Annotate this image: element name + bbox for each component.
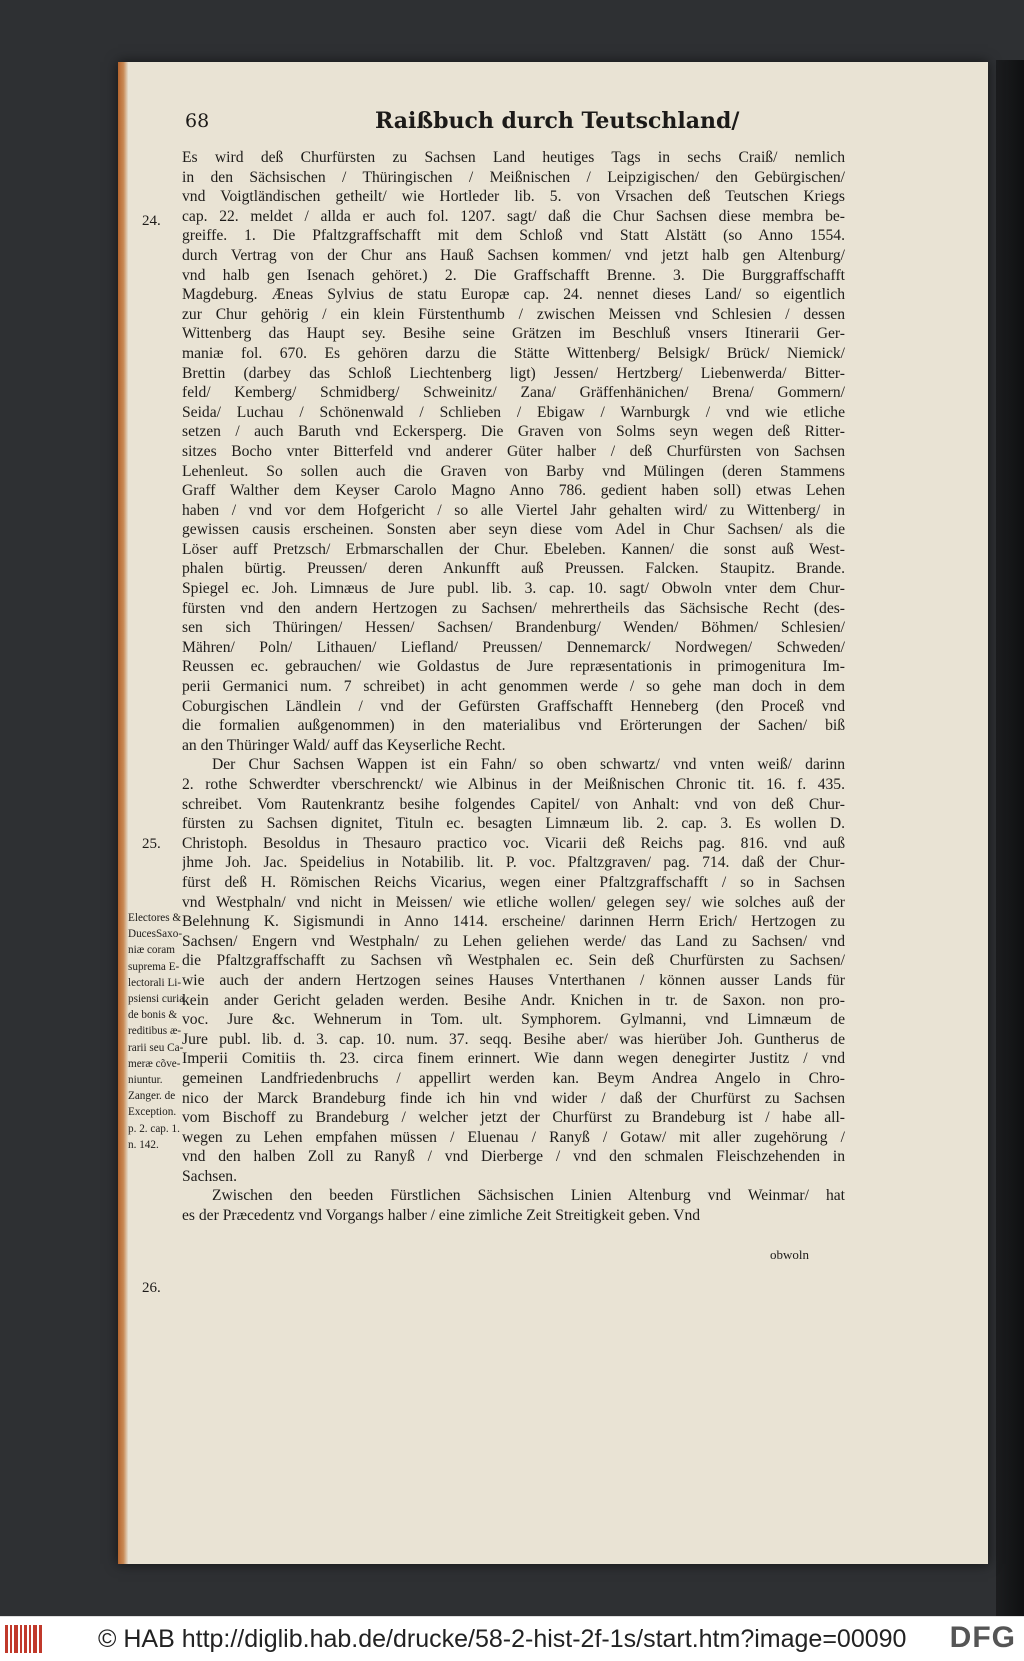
margin-note-line: reditibus æ-: [128, 1025, 182, 1038]
footer-bar: [0, 1616, 1024, 1661]
text-line: Sachsen/ Engern vnd Westphaln/ zu Lehen geliehen werde/ das Land zu Sachsen/ vnd: [182, 932, 845, 950]
text-line: gewissen causis erscheinen. Sonsten aber seyn diese vom Adel in Chur Sachsen/ als die: [182, 521, 845, 539]
text-line: nico der Marck Brandeburg finde ich hin vnd wider / daß der Churfürst zu Sachsen: [182, 1089, 845, 1107]
text-line: Seida/ Luchau / Schönenwald / Schlieben / Ebigaw / Warnburgk / vnd wie etliche: [182, 403, 845, 421]
text-line: setzen / auch Baruth vnd Eckersperg. Die Graven von Solms seyn wegen deß Ritter-: [182, 423, 845, 441]
text-line: Reussen ec. gebrauchen/ wie Goldastus de Jure repræsentationis in primogenitura Im-: [182, 658, 845, 676]
margin-note-line: Exception.: [128, 1106, 177, 1119]
text-line: fürsten zu Sachsen dignitet, Tituln ec. besagten Limnæum lib. 2. cap. 3. Es wollen D.: [182, 815, 845, 833]
text-line: sitzes Bocho vnter Bitterfeld vnd anderer Güter halber / deß Churfürsten von Sachsen: [182, 442, 845, 460]
catchword: obwoln: [770, 1247, 809, 1262]
text-line: Sachsen.: [182, 1167, 237, 1185]
text-line: Belehnung K. Sigismundi in Anno 1414. erscheine/ darinnen Herrn Erich/ Hertzogen zu: [182, 913, 845, 931]
text-line: perii Germanici num. 7 schreibet) in acht genommen werde / so gehe man doch in dem: [182, 678, 845, 696]
text-line: voc. Jure &c. Wehnerum in Tom. ult. Symphorem. Gylmanni, vnd Limnæum de: [182, 1011, 845, 1029]
running-title: Raißbuch durch Teutschland/: [375, 108, 740, 134]
text-line: Lehenleut. So sollen auch die Graven von Barby vnd Mülingen (deren Stammens: [182, 462, 845, 480]
text-line: feld/ Kemberg/ Schmidberg/ Schweinitz/ Zana/ Gräffenhänichen/ Brena/ Gommern/: [182, 384, 845, 402]
margin-note-line: Zanger. de: [128, 1090, 176, 1103]
section-number-24: 24.: [142, 213, 161, 229]
margin-note: [128, 910, 202, 1153]
text-line: Mähren/ Poln/ Lithauen/ Liefland/ Preussen/ Dennemarck/ Nordwegen/ Schweden/: [182, 638, 845, 656]
text-line: Es wird deß Churfürsten zu Sachsen Land heutiges Tags in sechs Craiß/ nemlich: [182, 149, 845, 166]
text-line: Brettin (darbey das Schloß Liechtenberg ligt) Jessen/ Hertzberg/ Liebenwerda/ Bitter-: [182, 364, 845, 382]
text-line: Der Chur Sachsen Wappen ist ein Fahn/ so oben schwartz/ vnd vnten weiß/ darinn: [212, 756, 845, 774]
text-line: jhme Joh. Jac. Speidelius in Notabilib. lit. P. voc. Pfaltzgraven/ pag. 714. daß der Chur-: [182, 854, 845, 872]
text-line: schreibet. Vom Rautenkrantz besihe folgendes Capitel/ von Anhalt: vnd von deß Chur-: [182, 795, 845, 813]
margin-note-line: de bonis &: [128, 1009, 178, 1022]
text-line: die formalien außgenommen) in den materialibus vnd Erörterungen der Sachen/ biß: [182, 717, 845, 735]
text-line: fürsten vnd den andern Hertzogen zu Sachsen/ mehrertheils das Sächsische Recht (des-: [182, 599, 845, 617]
body-text: [182, 148, 845, 1226]
page-number: 68: [185, 110, 210, 132]
text-line: an den Thüringer Wald/ auff das Keyserliche Recht.: [182, 736, 506, 754]
text-line: Christoph. Besoldus in Thesauro practico voc. Vicarii deß Reichs pag. 816. vnd auß: [182, 834, 845, 852]
text-line: fürst deß H. Römischen Reichs Vicarius, wegen einer Pfaltzgraffschafft / so in Sachsen: [182, 873, 845, 891]
margin-note-line: p. 2. cap. 1.: [128, 1122, 180, 1135]
text-line: cap. 22. meldet / allda er auch fol. 1207. sagt/ daß die Chur Sachsen diese membra be-: [182, 207, 845, 225]
page-edge: [118, 62, 128, 1564]
text-line: kein ander Gericht geladen werden. Besihe Andr. Knichen in tr. de Saxon. non pro-: [182, 991, 845, 1009]
margin-note-line: psiensi curia: [128, 993, 185, 1006]
text-line: sen sich Thüringen/ Hessen/ Sachsen/ Brandenburg/ Wenden/ Böhmen/ Schlesien/: [182, 619, 845, 637]
text-line: vom Bischoff zu Brandeburg / welcher jetzt der Churfürst zu Brandeburg ist / habe all-: [182, 1109, 845, 1127]
text-line: Zwischen den beeden Fürstlichen Sächsischen Linien Altenburg vnd Weinmar/ hat: [212, 1187, 845, 1205]
text-line: 2. rothe Schwerdter vberschrenckt/ wie Albinus in der Meißnischen Chronic tit. 16. f. 435.: [182, 776, 845, 793]
text-line: die Pfaltzgraffschafft zu Sachsen vñ Westphalen ec. Sein deß Churfürsten zu Sachsen/: [182, 952, 845, 970]
text-line: wie auch der andern Hertzogen seines Hauses Vnterthanen / können ausser Lands für: [182, 971, 845, 989]
section-number-26: 26.: [142, 1280, 161, 1296]
text-line: Jure publ. lib. d. 3. cap. 10. num. 37. seqq. Besihe aber/ was hierüber Joh. Guntherus de: [182, 1030, 845, 1048]
text-line: Spiegel ec. Joh. Limnæus de Jure publ. lib. 3. cap. 10. sagt/ Obwoln vnter dem Chur-: [182, 580, 845, 598]
margin-note-line: suprema E-: [128, 960, 180, 973]
text-line: wegen zu Lehen empfahen müssen / Eluenau / Ranyß / Gotaw/ mit aller zugehörung /: [182, 1128, 845, 1146]
text-line: vnd Westphaln/ vnd nicht in Meissen/ wie etliche wollen/ gelegen sey/ wie solches auß der: [182, 893, 845, 911]
text-line: Löser auff Pretzsch/ Erbmarschallen der Chur. Ebeleben. Kannen/ die sonst auß West-: [182, 540, 845, 558]
text-line: vnd halb gen Isenach gehöret.) 2. Die Graffschafft Brenne. 3. Die Burggraffschafft: [182, 266, 845, 284]
text-line: Imperii Comitiis th. 23. circa finem erinnert. Wie dann wegen denegirter Justitz / vnd: [182, 1050, 845, 1068]
margin-note-line: DucesSaxo-: [128, 928, 183, 941]
barcode-icon: [4, 1623, 44, 1655]
text-line: Magdeburg. Æneas Sylvius de statu Europæ cap. 24. nennet dieses Land/ so eigentlich: [182, 286, 845, 304]
text-line: greiffe. 1. Die Pfaltzgraffschafft mit dem Schloß vnd Statt Alstätt (so Anno 1554.: [182, 227, 845, 245]
text-line: vnd den halben Zoll zu Ranyß / vnd Dierberge / vnd den schmalen Fleischzehenden in: [182, 1148, 845, 1166]
text-line: Graff Walther dem Keyser Carolo Magno Anno 786. gedient haben soll) etwas Lehen: [182, 482, 845, 500]
text-line: Wittenberg das Haupt sey. Besihe seine Grätzen im Beschluß vnsers Itinerarii Ger-: [182, 325, 845, 343]
margin-note-line: lectorali Li-: [128, 976, 182, 989]
margin-note-line: meræ cõve-: [128, 1057, 181, 1070]
text-line: maniæ fol. 670. Es gehören darzu die Stätte Wittenberg/ Belsigk/ Brück/ Niemick/: [182, 344, 845, 362]
text-line: haben / vnd vor dem Hofgericht / so alle Viertel Jahr gehalten wird/ zu Wittenberg/ in: [182, 501, 845, 519]
binding-shadow: [996, 60, 1024, 1616]
section-number-25: 25.: [142, 836, 161, 852]
margin-note-line: niæ coram: [128, 944, 175, 957]
text-line: phalen bürtig. Preussen/ deren Ankunfft auß Preussen. Falcken. Staupitz. Brande.: [182, 560, 845, 578]
text-line: es der Præcedentz vnd Vorgangs halber / eine zimliche Zeit Streitigkeit geben. Vnd: [182, 1207, 701, 1225]
dfg-logo: DFG: [949, 1621, 1016, 1654]
text-line: in den Sächsischen / Thüringischen / Meißnischen / Leipzigischen/ den Gebürgischen/: [182, 168, 845, 186]
text-line: vnd Voigtländischen getheilt/ wie Hortleder lib. 5. von Vrsachen deß Teutschen Kriegs: [182, 188, 845, 206]
margin-note-line: Electores &: [128, 912, 182, 924]
text-line: durch Vertrag von der Chur ans Hauß Sachsen kommen/ vnd jetzt halb gen Altenburg/: [182, 246, 845, 264]
margin-note-line: n. 142.: [128, 1138, 159, 1151]
margin-note-line: rarii seu Ca-: [128, 1041, 184, 1054]
text-line: gemeinen Landfriedenbruchs / appellirt werden kan. Beym Andrea Angelo in Chro-: [182, 1069, 845, 1087]
source-link[interactable]: © HAB http://diglib.hab.de/drucke/58-2-hist-2f-1s/start.htm?image=00090: [98, 1625, 907, 1653]
text-line: Coburgischen Ländlein / vnd der Gefürsten Graffschafft Henneberg (den Proceß vnd: [182, 697, 845, 715]
margin-note-line: niuntur.: [128, 1074, 163, 1087]
text-line: zur Chur gehörig / ein klein Fürstenthumb / zwischen Meissen vnd Schlesien / dessen: [182, 305, 845, 323]
page-header: [185, 110, 745, 138]
